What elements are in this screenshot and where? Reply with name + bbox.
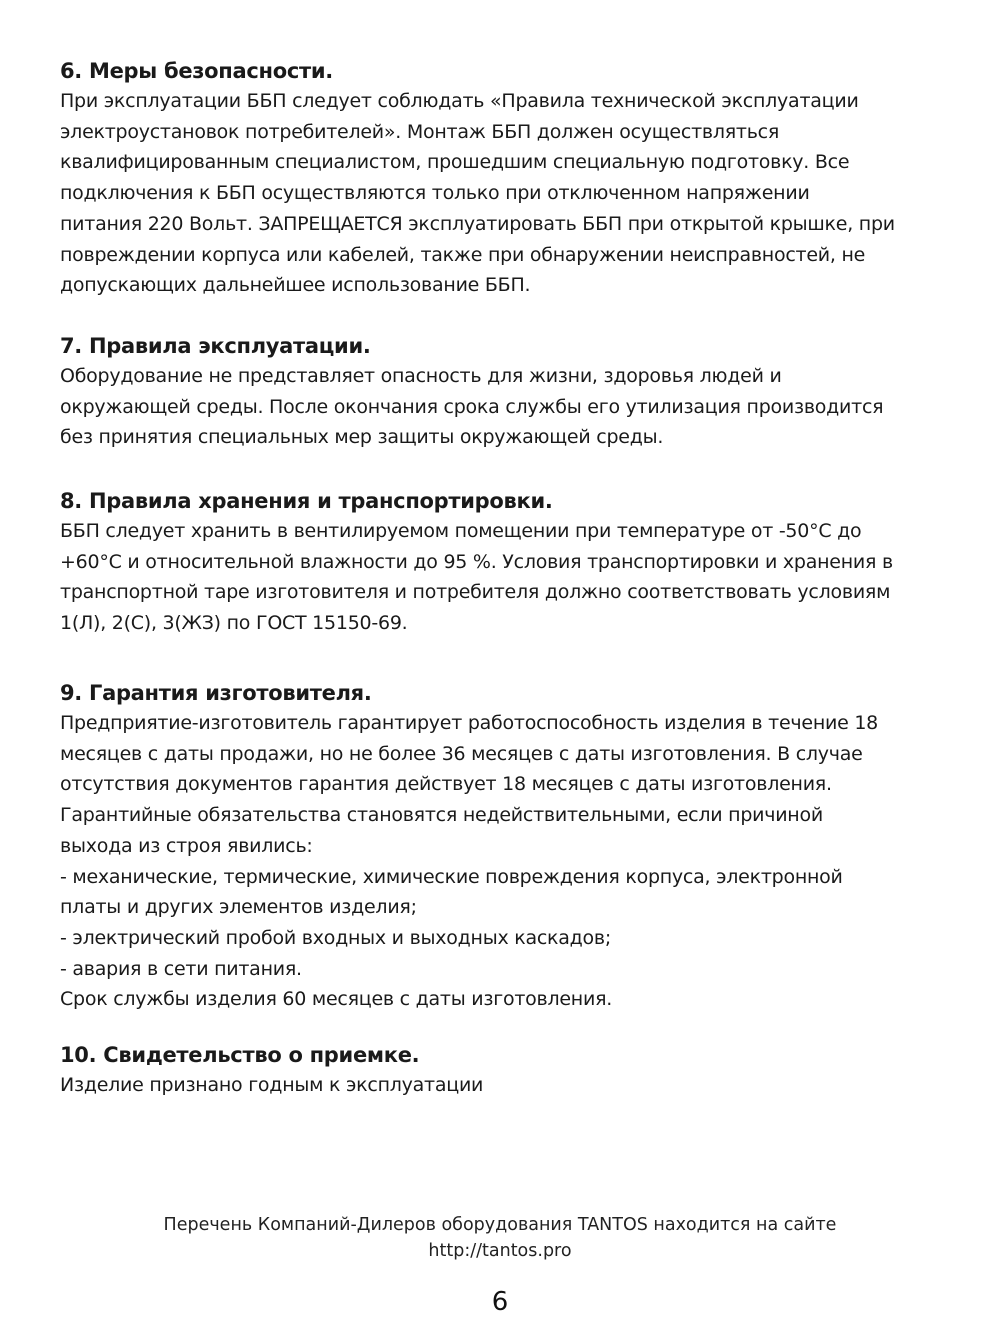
paragraph-line: Гарантийные обязательства становятся недействительными, если причиной bbox=[60, 804, 823, 827]
paragraph-line: ББП следует хранить в вентилируемом помещении при температуре от -50°С до bbox=[60, 520, 862, 542]
section-manufacturer-warranty bbox=[60, 678, 940, 1015]
page-number: 6 bbox=[491, 1287, 509, 1317]
paragraph-line: - механические, термические, химические повреждения корпуса, электронной bbox=[60, 865, 843, 888]
paragraph-line: При эксплуатации ББП следует соблюдать «Правила технической эксплуатации bbox=[60, 90, 859, 112]
paragraph-line: +60°С и относительной влажности до 95 %. Условия транспортировки и хранения в bbox=[60, 550, 893, 573]
section-heading: 7. Правила эксплуатации. bbox=[60, 334, 371, 358]
paragraph-line: Срок службы изделия 60 месяцев с даты изготовления. bbox=[60, 988, 613, 1011]
section-heading: 8. Правила хранения и транспортировки. bbox=[60, 489, 553, 513]
footer-url-link[interactable]: http://tantos.pro bbox=[428, 1241, 572, 1261]
paragraph-line: электроустановок потребителей». Монтаж ББП должен осуществляться bbox=[60, 120, 780, 143]
paragraph-line: транспортной таре изготовителя и потребителя должно соответствовать условиям bbox=[60, 581, 891, 604]
section-heading: 9. Гарантия изготовителя. bbox=[60, 681, 372, 705]
footer-dealers-text: Перечень Компаний-Дилеров оборудования TANTOS находится на сайте bbox=[163, 1215, 837, 1235]
section-storage-transport bbox=[60, 486, 940, 639]
paragraph-line: месяцев с даты продажи, но не более 36 месяцев с даты изготовления. В случае bbox=[60, 742, 863, 765]
paragraph-line: Изделие признано годным к эксплуатации bbox=[60, 1074, 484, 1096]
paragraph-line: отсутствия документов гарантия действует 18 месяцев с даты изготовления. bbox=[60, 773, 832, 796]
paragraph-line: питания 220 Вольт. ЗАПРЕЩАЕТСЯ эксплуатировать ББП при открытой крышке, при bbox=[60, 212, 895, 235]
section-acceptance-certificate bbox=[60, 1040, 940, 1101]
paragraph-line: квалифицированным специалистом, прошедшим специальную подготовку. Все bbox=[60, 151, 850, 174]
section-heading: 10. Свидетельство о приемке. bbox=[60, 1043, 420, 1067]
section-operating-rules bbox=[60, 331, 940, 453]
paragraph-line: без принятия специальных мер защиты окружающей среды. bbox=[60, 426, 664, 449]
paragraph-line: окружающей среды. После окончания срока службы его утилизация производится bbox=[60, 395, 884, 418]
paragraph-line: повреждении корпуса или кабелей, также при обнаружении неисправностей, не bbox=[60, 243, 866, 266]
paragraph-line: Оборудование не представляет опасность для жизни, здоровья людей и bbox=[60, 365, 782, 387]
paragraph-line: платы и других элементов изделия; bbox=[60, 896, 417, 919]
paragraph-line: - электрический пробой входных и выходных каскадов; bbox=[60, 926, 612, 949]
section-heading: 6. Меры безопасности. bbox=[60, 59, 333, 83]
section-safety-measures bbox=[60, 56, 940, 301]
paragraph-line: Предприятие-изготовитель гарантирует работоспособность изделия в течение 18 bbox=[60, 712, 878, 734]
paragraph-line: 1(Л), 2(С), 3(ЖЗ) по ГОСТ 15150-69. bbox=[60, 612, 408, 635]
paragraph-line: допускающих дальнейшее использование ББП. bbox=[60, 274, 531, 297]
paragraph-line: подключения к ББП осуществляются только при отключенном напряжении bbox=[60, 182, 810, 205]
paragraph-line: выхода из строя явились: bbox=[60, 834, 313, 857]
paragraph-line: - авария в сети питания. bbox=[60, 957, 302, 980]
